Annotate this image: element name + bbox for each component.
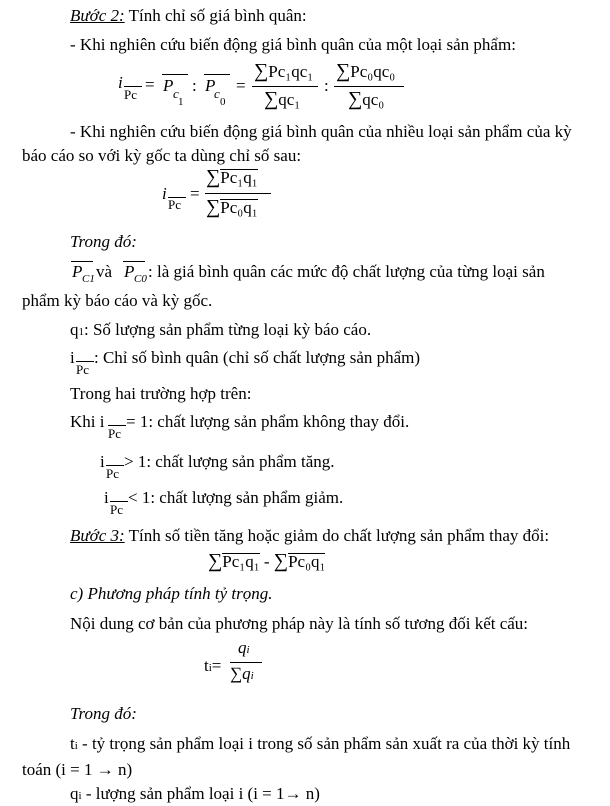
step3-line: Bước 3: Tính số tiền tăng hoặc giảm do chất lượng sản phẩm thay đổi: — [70, 526, 550, 545]
pc-definition-b: phẩm kỳ báo cáo và kỳ gốc. — [22, 291, 213, 310]
multi-product-line-a: - Khi nghiên cứu biến động giá bình quân của nhiều loại sản phẩm của kỳ — [70, 122, 572, 141]
section-c-heading: c) Phương pháp tính tỷ trọng. — [70, 584, 273, 603]
ti-definition-b: toán (i = 1 → n) — [22, 760, 133, 779]
content-line: Nội dung cơ bản của phương pháp này là tính số tương đối kết cấu: — [70, 614, 529, 633]
step2-line — [70, 6, 307, 26]
where-heading-1: Trong đó: — [70, 232, 137, 251]
two-cases-line: Trong hai trường hợp trên: — [70, 384, 252, 403]
multi-product-line-b: báo cáo so với kỳ gốc ta dùng chỉ số sau: — [22, 146, 302, 165]
where-heading-2: Trong đó: — [70, 704, 137, 723]
f1-i: i — [118, 73, 123, 92]
f1-P0: P — [205, 76, 216, 95]
qi-definition: qi - lượng sản phẩm loại i (i = 1→ n) — [70, 784, 320, 803]
q1-definition: q1: Số lượng sản phẩm từng loại kỳ báo cáo. — [70, 320, 372, 339]
step2-text: Tính chỉ số giá bình quân: — [124, 6, 307, 25]
f1-Pc: Pc — [124, 87, 137, 102]
f1-P1: P — [163, 76, 174, 95]
step2-label: Bước 2: — [70, 6, 125, 25]
single-product-line: - Khi nghiên cứu biến động giá bình quân của một loại sản phẩm: — [70, 35, 516, 54]
ti-definition-a: ti - tỷ trọng sản phẩm loại i trong số sản phẩm sản xuất ra của thời kỳ tính — [70, 734, 571, 753]
